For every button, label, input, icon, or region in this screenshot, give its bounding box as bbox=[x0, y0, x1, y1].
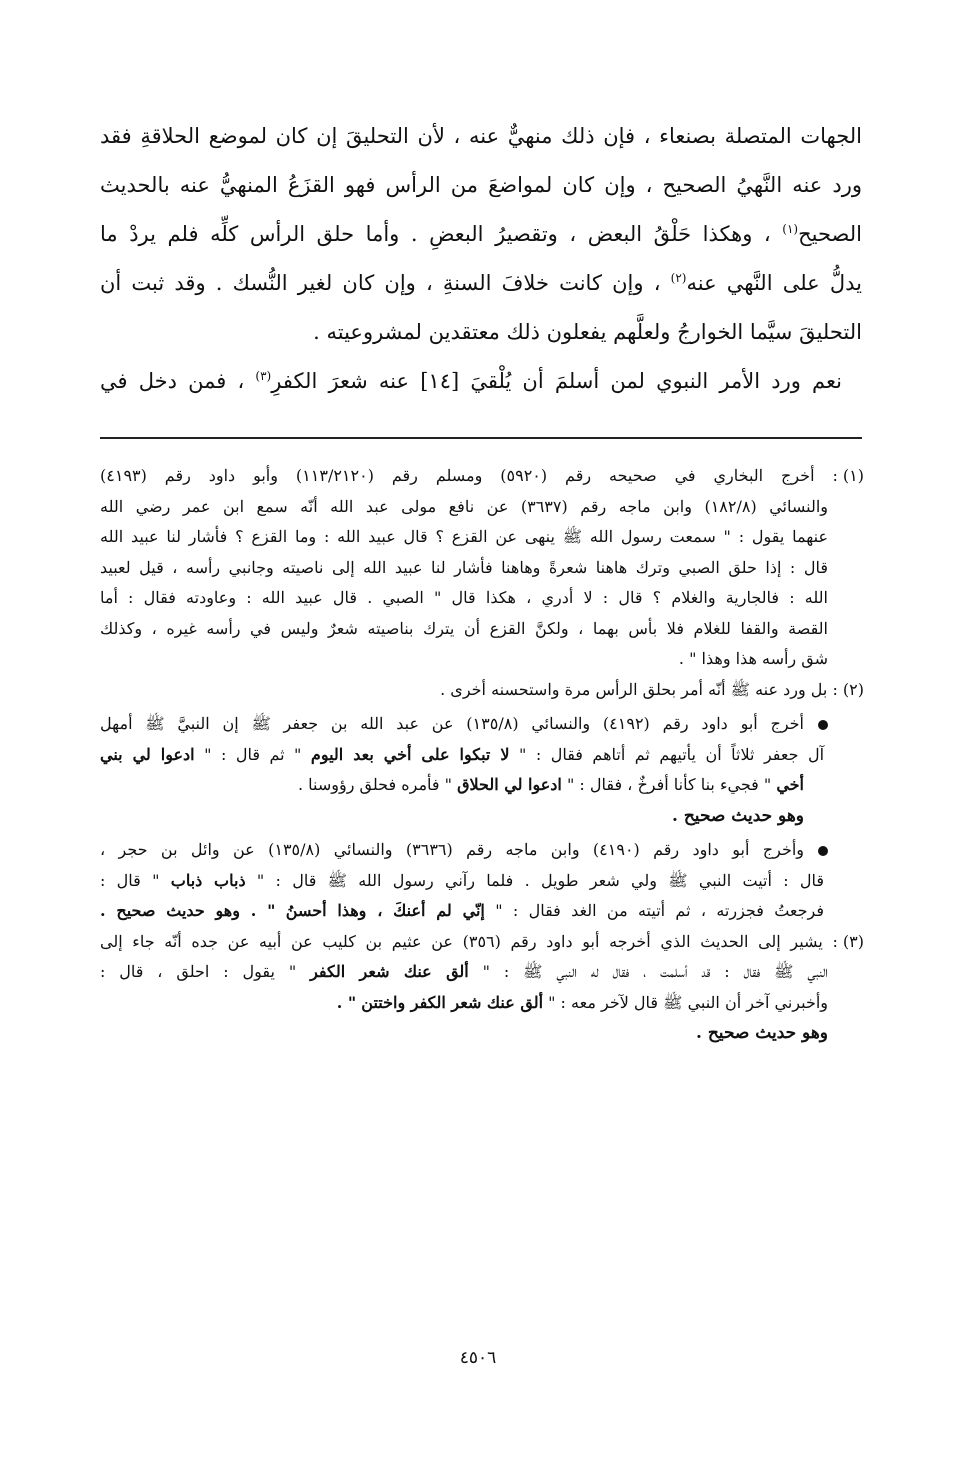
footnotes bbox=[100, 461, 864, 1049]
footnote-line: شق رأسه هذا وهذا " . bbox=[678, 649, 828, 668]
footnote-line bbox=[100, 957, 828, 988]
footnote-line: أخرج أبو داود رقم (٤١٩٢) والنسائي (١٣٥/٨) عن عبد الله بن جعفر ﷺ إن النبيَّ ﷺ أمهل bbox=[100, 714, 804, 733]
text-part: " يقول : احلق ، قال : bbox=[100, 962, 297, 981]
hadith-bullet bbox=[100, 835, 864, 927]
hadith-bullet bbox=[100, 709, 864, 831]
footnote-line bbox=[100, 770, 804, 801]
hadith-quote: ذباب ذباب bbox=[170, 870, 246, 890]
main-line bbox=[100, 357, 862, 406]
bullet-icon bbox=[818, 720, 828, 730]
main-line bbox=[100, 210, 862, 259]
hadith-quote: ادعوا لي الحلاق bbox=[457, 775, 562, 794]
grading-text: " . وهو حديث صحيح . bbox=[100, 901, 276, 920]
footnote-line: وأخرج أبو داود رقم (٤١٩٠) وابن ماجه رقم (٣٦٣٦) والنسائي (١٣٥/٨) عن وائل بن حجر ، bbox=[100, 840, 805, 859]
hadith-quote: ادعوا لي بني bbox=[100, 744, 195, 764]
hadith-quote: لا تبكوا على أخي بعد اليوم bbox=[310, 744, 510, 764]
text-part: " قال : bbox=[100, 870, 160, 890]
main-line-part: ، وإن كانت خلافَ السنةِ ، وإن كان لغير النُّسك . وقد ثبت أن bbox=[100, 271, 661, 295]
footnote-ref-1[interactable]: (١) bbox=[782, 222, 799, 236]
text-part: " ثم قال : " bbox=[204, 744, 302, 764]
main-line-part: نعم ورد الأمر النبوي لمن أسلمَ أن يُلْقيَ [١٤] عنه شعرَ الكفرِ bbox=[271, 369, 843, 393]
hadith-quote: ألق عنك شعر الكفر واختتن bbox=[361, 992, 544, 1012]
footnote-ref-3[interactable]: (٣) bbox=[255, 369, 272, 383]
footnote-line: أخرج البخاري في صحيحه رقم (٥٩٢٠) ومسلم رقم (١١٣/٢١٢٠) وأبو داود رقم (٤١٩٣) bbox=[100, 466, 815, 485]
footnote-number: (١) : bbox=[832, 466, 865, 485]
main-line bbox=[100, 259, 862, 308]
footnote-line: والنسائي (١٨٢/٨) وابن ماجه رقم (٣٦٣٧) عن نافع مولى عبد الله أنّه سمع ابن عمر رضي الله bbox=[100, 496, 829, 516]
footnote-line: بل ورد عنه ﷺ أنّه أمر بحلق الرأس مرة واستحسنه أخرى . bbox=[440, 679, 828, 699]
main-line-part: ، وهكذا حَلْقُ البعض ، وتقصيرُ البعضِ . وأما حلق الرأس كلِّه فلم يردْ ما bbox=[100, 222, 771, 246]
footnote-2 bbox=[100, 675, 864, 927]
text-part: " فجيء بنا كأنا أفرخٌ ، فقال : " bbox=[566, 775, 772, 794]
footnote-number: (٢) : bbox=[832, 679, 864, 699]
footnote-separator bbox=[100, 437, 862, 439]
main-line: التحليقَ سيَّما الخوارجُ ولعلَّهم يفعلون ذلك معتقدين لمشروعيته . bbox=[313, 320, 862, 344]
grading-text: وهو حديث صحيح . bbox=[672, 805, 804, 826]
footnote-ref-2[interactable]: (٢) bbox=[670, 271, 687, 285]
footnote-1 bbox=[100, 461, 864, 675]
footnote-line: يشير إلى الحديث الذي أخرجه أبو داود رقم (٣٥٦) عن عثيم بن كليب عن أبيه عن جده أنّه جاء إلى bbox=[100, 931, 823, 951]
text-part: فرجعتُ فجزرته ، ثم أتيته من الغد فقال : " bbox=[495, 901, 825, 920]
footnote-line bbox=[100, 740, 824, 771]
text-part: النبي ﷺ فقال : قد أسلمت ، فقال له النبي ﷺ : " bbox=[482, 962, 829, 981]
footnote-3 bbox=[100, 927, 864, 1049]
footnote-line: القصة والقفا للغلام فلا بأس بهما ، ولكنَّ القزع أن يترك بناصيته شعرٌ وليس في رأسه غيره ، وكذلك bbox=[100, 618, 828, 638]
hadith-quote: إنّي لم أعنكَ ، وهذا أحسنُ bbox=[285, 901, 485, 920]
page-number: ٤٥٠٦ bbox=[459, 1348, 497, 1368]
hadith-quote: ألق عنك شعر الكفر bbox=[310, 962, 469, 981]
text-part: آل جعفر ثلاثاً أن يأتيهم ثم أتاهم فقال : " bbox=[518, 744, 825, 764]
main-text bbox=[100, 112, 862, 406]
text-part: " فأمره فحلق رؤوسنا . bbox=[297, 775, 452, 794]
main-line: ورد عنه النَّهيُ الصحيح ، وإن كان لمواضعَ من الرأس فهو القزَعُ المنهيُّ عنه بالحديث bbox=[100, 173, 862, 197]
footnote-line: الله : فالجارية والغلام ؟ قال : لا أدري ، هكذا قال " الصبي . قال عبيد الله : وعاودته فقال : أما bbox=[100, 588, 828, 607]
main-line-part: يدلُّ على النَّهي عنه bbox=[686, 271, 862, 295]
bullet-icon bbox=[818, 846, 828, 856]
footnote-line bbox=[100, 896, 824, 927]
footnote-number: (٣) : bbox=[832, 931, 864, 951]
hadith-quote: أخي bbox=[776, 775, 804, 794]
footnote-line bbox=[100, 988, 828, 1019]
text-part: " . bbox=[336, 992, 357, 1012]
footnote-line bbox=[100, 866, 824, 897]
text-part: وأخبرني آخر أن النبي ﷺ قال لآخر معه : " bbox=[548, 992, 828, 1012]
footnote-line: عنهما يقول : " سمعت رسول الله ﷺ ينهى عن القزع ؟ قال عبيد الله : وما القزع ؟ فأشار لنا عبيد الله bbox=[100, 527, 828, 546]
text-part: قال : أتيت النبي ﷺ ولي شعر طويل . فلما رآني رسول الله ﷺ قال : " bbox=[256, 870, 825, 890]
main-line-part: الصحيح bbox=[798, 222, 862, 246]
main-line: الجهات المتصلة بصنعاء ، فإن ذلك منهيٌّ عنه ، لأن التحليقَ إن كان لموضع الحلاقةِ فقد bbox=[100, 124, 862, 148]
main-line-part: ، فمن دخل في bbox=[100, 369, 245, 393]
footnote-line: قال : إذا حلق الصبي وترك هاهنا شعرةً وهاهنا فأشار لنا عبيد الله إلى ناصيته وجانبي رأسه ، قيل لعبيد bbox=[100, 557, 829, 577]
grading-text: وهو حديث صحيح . bbox=[696, 1023, 828, 1043]
